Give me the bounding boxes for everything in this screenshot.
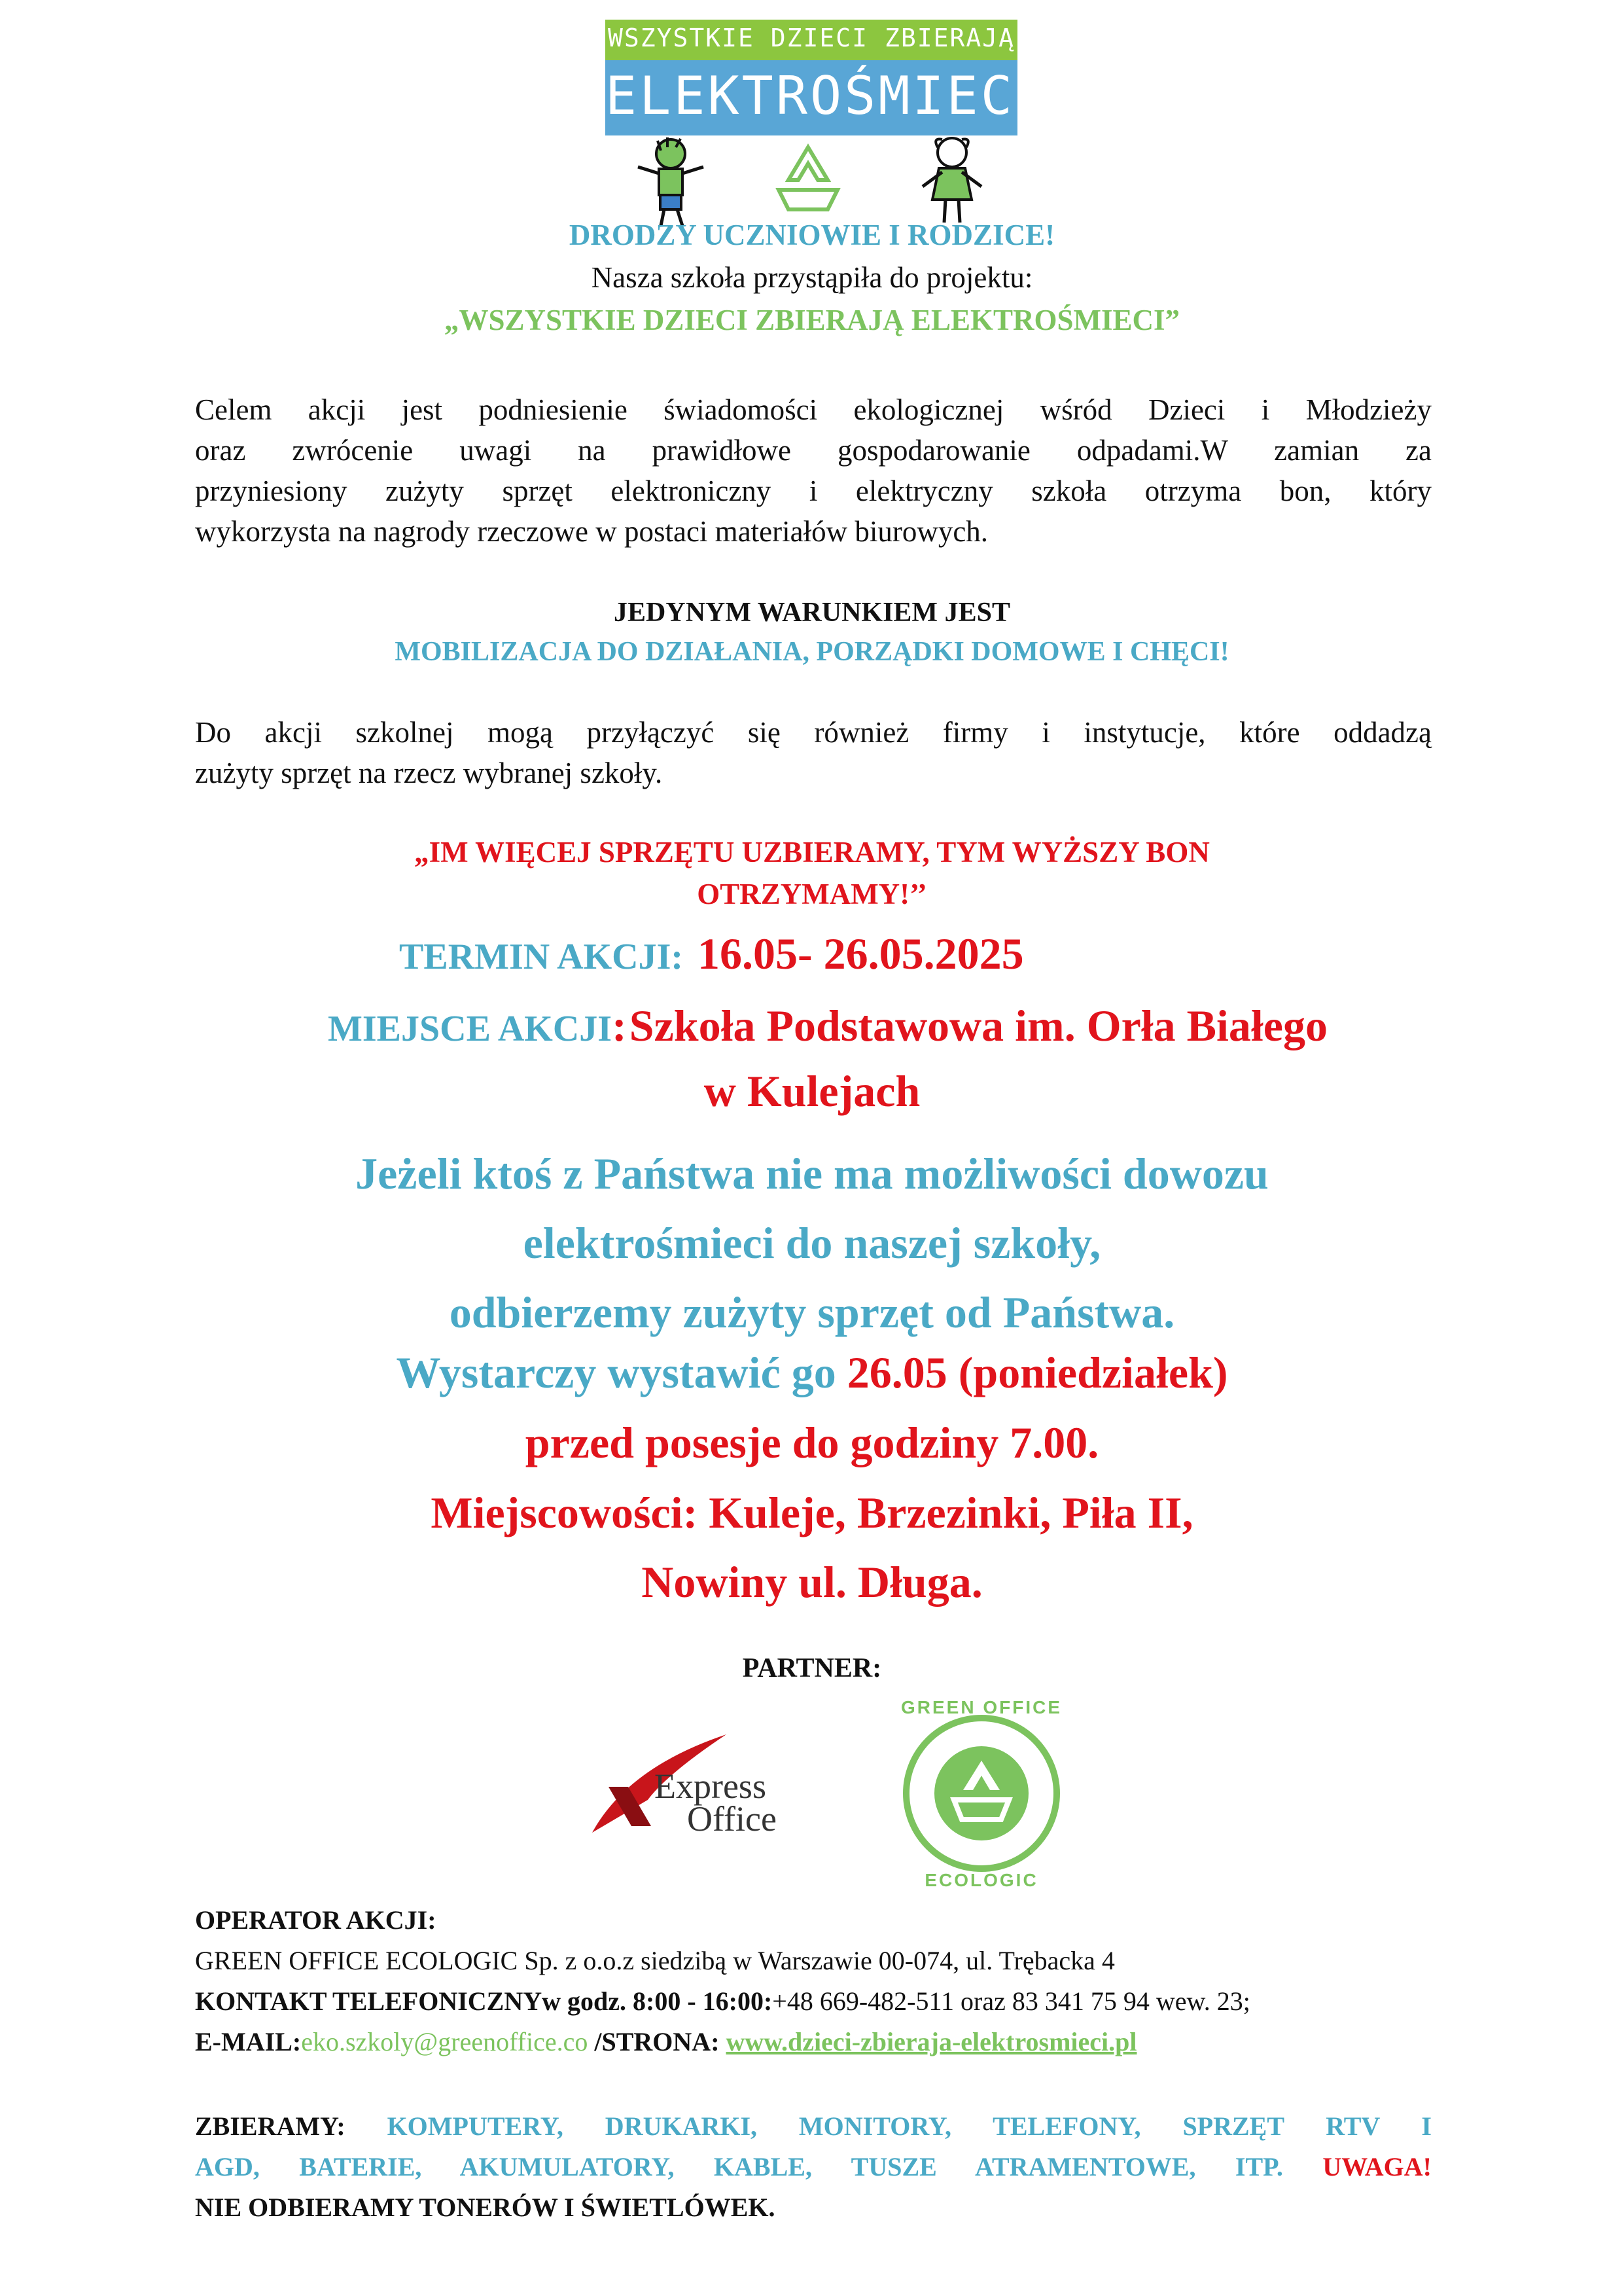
green-logo-top-text: GREEN OFFICE (900, 1697, 1062, 1717)
logo-line2: ELEKTROŚMIECI (605, 65, 1050, 126)
pickup-line: Jeżeli ktoś z Państwa nie ma możliwości dowozu (355, 1149, 1269, 1198)
term-value: 16.05- 26.05.2025 (697, 929, 1024, 978)
office-text: Office (687, 1799, 777, 1839)
boy-figure-icon (631, 137, 710, 229)
logo-line1: WSZYSTKIE DZIECI ZBIERAJĄ (608, 24, 1015, 52)
pickup-line: elektrośmieci do naszej szkoły, (523, 1218, 1101, 1268)
pickup-date: 26.05 (poniedziałek) (847, 1348, 1228, 1397)
collect-line2 (195, 2147, 1432, 2187)
operator-email-site (195, 2026, 1137, 2057)
place-value-line2: w Kulejach (703, 1066, 921, 1116)
operator-company: GREEN OFFICE ECOLOGIC Sp. z o.o.z siedzibą w Warszawie 00-074, ul. Trębacka 4 (195, 1946, 1115, 1975)
collect-label: ZBIERAMY: (195, 2111, 345, 2141)
paragraph-line: wykorzysta na nagrody rzeczowe w postaci materiałów biurowych. (195, 515, 989, 548)
condition-title: JEDYNYM WARUNKIEM JEST (614, 598, 1010, 628)
project-name: „WSZYSTKIE DZIECI ZBIERAJĄ ELEKTROŚMIECI” (444, 304, 1180, 336)
pickup-line: odbierzemy zużyty sprzęt od Państwa. (449, 1287, 1175, 1337)
places-line1: Miejscowości: Kuleje, Brzezinki, Piła II, (431, 1488, 1193, 1537)
collect-items-2: AGD, BATERIE, AKUMULATORY, KABLE, TUSZE ATRAMENTOWE, ITP. (195, 2152, 1283, 2181)
partner-label: PARTNER: (742, 1653, 882, 1683)
email-label: E-MAIL: (195, 2027, 302, 2056)
site-link[interactable]: www.dzieci-zbieraja-elektrosmieci.pl (726, 2027, 1137, 2056)
paragraph-line: przyniesiony zużyty sprzęt elektroniczny i elektryczny szkoła otrzyma bon, który (195, 475, 1432, 507)
places-line2: Nowiny ul. Długa. (641, 1557, 983, 1607)
term-label: TERMIN AKCJI: (399, 937, 684, 977)
collect-section (195, 2106, 1432, 2228)
collect-warning: UWAGA! (1322, 2152, 1432, 2181)
girl-figure-icon (913, 134, 991, 226)
email-link[interactable]: eko.szkoly@greenoffice.co (301, 2027, 588, 2056)
condition-text: MOBILIZACJA DO DZIAŁANIA, PORZĄDKI DOMOWE I CHĘCI! (395, 637, 1229, 667)
intro-text: Nasza szkoła przystąpiła do projektu: (591, 261, 1033, 294)
paragraph-line: Do akcji szkolnej mogą przyłączyć się również firmy i instytucje, które oddadzą (195, 716, 1432, 749)
place-colon: : (612, 1001, 627, 1050)
collect-items-1: KOMPUTERY, DRUKARKI, MONITORY, TELEFONY, SPRZĘT RTV I (387, 2111, 1432, 2141)
green-office-logo (870, 1685, 1093, 1901)
paragraph-line: Celem akcji jest podniesienie świadomości ekologicznej wśród Dzieci i Młodzieży (195, 393, 1432, 426)
term-line (399, 928, 1024, 980)
slogan-line: „IM WIĘCEJ SPRZĘTU UZBIERAMY, TYM WYŻSZY BON (414, 836, 1210, 869)
partners-paragraph (195, 712, 1432, 793)
place-value: Szkoła Podstawowa im. Orła Białego (629, 1001, 1328, 1050)
paragraph-line: zużyty sprzęt na rzecz wybranej szkoły. (195, 757, 663, 789)
contact-value: +48 669-482-511 oraz 83 341 75 94 wew. 23; (772, 1986, 1250, 2016)
recycle-icon (766, 141, 851, 219)
operator-contact (195, 1986, 1250, 2017)
paragraph-line: oraz zwrócenie uwagi na prawidłowe gospodarowanie odpadami.W zamian za (195, 434, 1432, 467)
slogan (0, 831, 1624, 915)
pickup-info (0, 1139, 1624, 1347)
collect-line1 (195, 2106, 1432, 2147)
description-paragraph (195, 389, 1432, 552)
site-label: /STRONA: (588, 2027, 720, 2056)
greeting: DRODZY UCZNIOWIE I RODZICE! (569, 219, 1055, 251)
pickup-date-line (0, 1347, 1624, 1399)
express-office-logo (589, 1728, 811, 1859)
collect-line3: NIE ODBIERAMY TONERÓW I ŚWIETLÓWEK. (195, 2193, 775, 2222)
pickup-time: przed posesje do godziny 7.00. (525, 1418, 1099, 1467)
pickup-enough: Wystarczy wystawić go (396, 1348, 836, 1397)
place-label: MIEJSCE AKCJI (328, 1009, 612, 1049)
project-logo (605, 20, 1050, 216)
slogan-line: OTRZYMAMY!’’ (697, 878, 927, 910)
express-text: Express (654, 1767, 766, 1806)
contact-label: KONTAKT TELEFONICZNYw godz. 8:00 - 16:00: (195, 1986, 773, 2016)
operator-label: OPERATOR AKCJI: (195, 1905, 436, 1935)
green-logo-bottom-text: ECOLOGIC (925, 1870, 1038, 1890)
place-line (232, 1000, 1423, 1052)
